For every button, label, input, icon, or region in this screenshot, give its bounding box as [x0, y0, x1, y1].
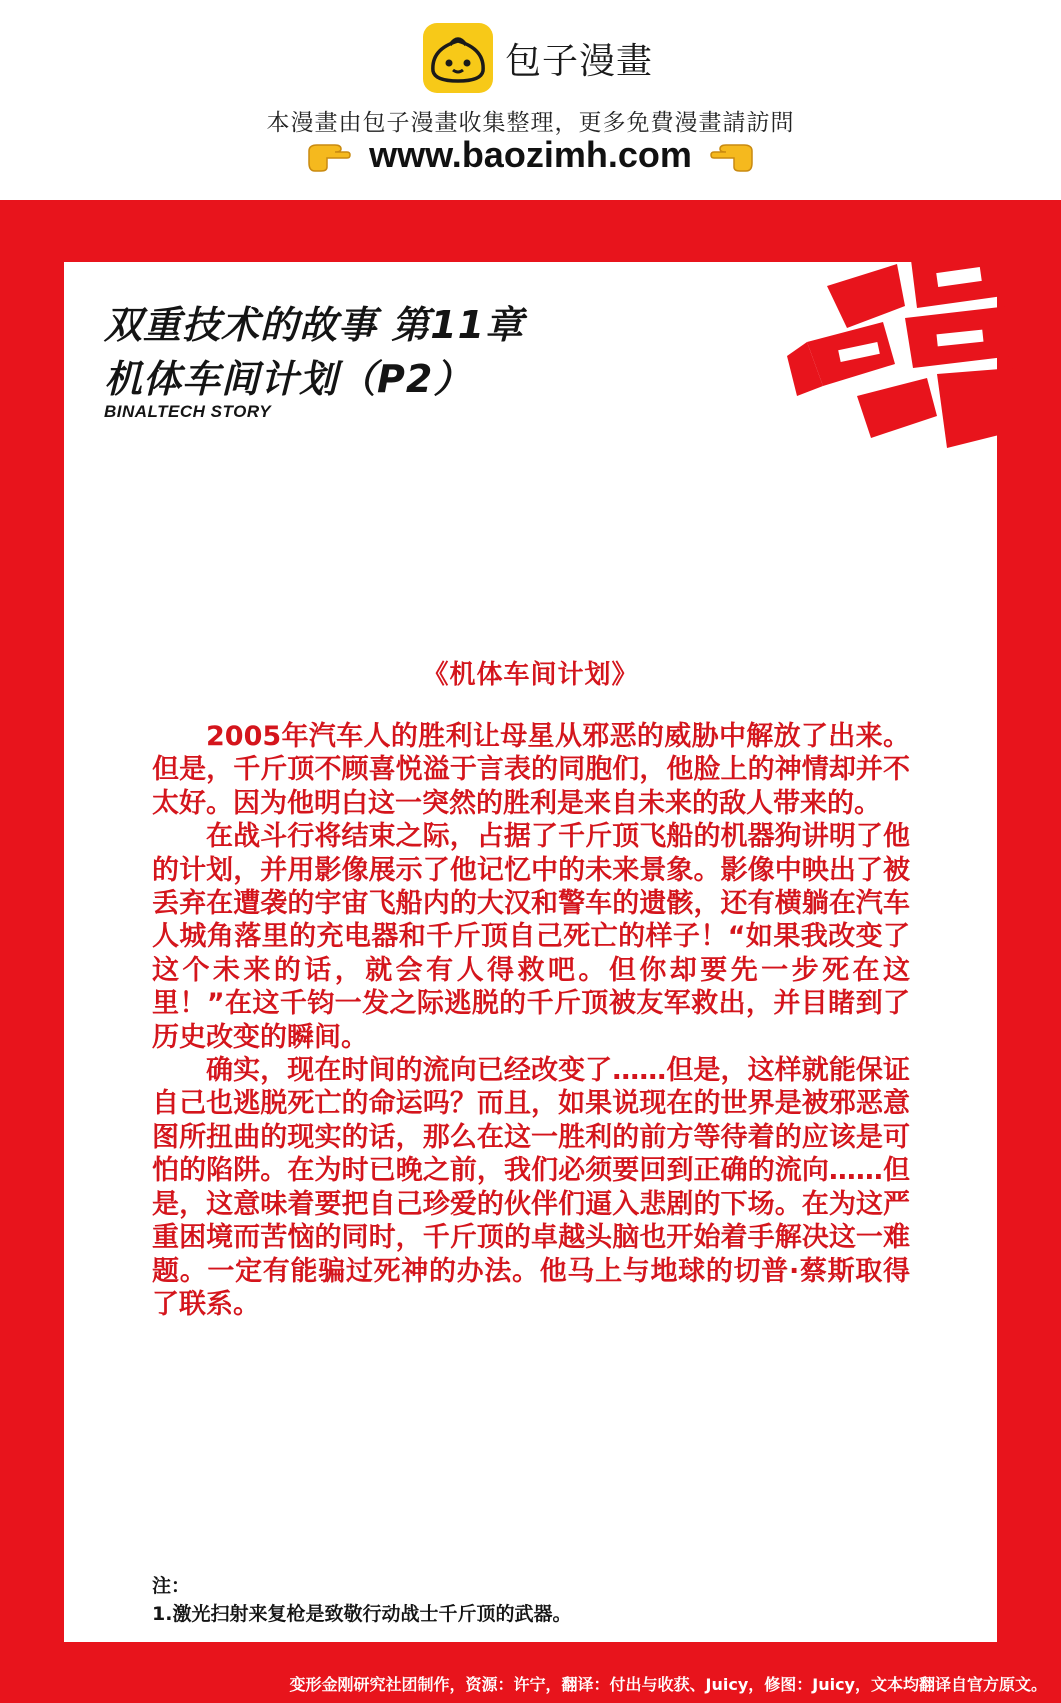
- story-paragraph-2: 在战斗行将结束之际，占据了千斤顶飞船的机器狗讲明了他的计划，并用影像展示了他记忆中的未来景象。影像中映出了被丢弃在遭袭的宇宙飞船内的大汉和警车的遗骸，还有横躺在汽车人城角落里的充电器和千斤顶自己死亡的样子！“如果我改变了这个未来的话，就会有人得救吧。但你却要先一步死在这里！”在这千钧一发之际逃脱的千斤顶被友军救出，并目睹到了历史改变的瞬间。: [152, 821, 910, 1053]
- brand-name: 包子漫畫: [505, 40, 654, 82]
- pointing-left-hand-icon: [710, 137, 756, 173]
- story-paragraph-3: 确实，现在时间的流向已经改变了……但是，这样就能保证自己也逃脱死亡的命运吗？而且，如果说现在的世界是被邪恶意图所扭曲的现实的话，那么在这一胜利的前方等待着的应该是可怕的陷阱。在为时已晚之前，我们必须要回到正确的流向……但是，这意味着要把自己珍爱的伙伴们逼入悲剧的下场。在为这严重困境而苦恼的同时，千斤顶的卓越头脑也开始着手解决这一难题。一定有能骗过死神的办法。他马上与地球的切普·蔡斯取得了联系。: [152, 1055, 910, 1320]
- autobot-emblem-icon: [787, 246, 1017, 456]
- site-banner: [0, 0, 1061, 200]
- bun-mascot-icon: [423, 23, 493, 93]
- pointing-right-hand-icon: [305, 137, 351, 173]
- notes-label: 注：: [152, 1575, 191, 1597]
- notes: [152, 1572, 571, 1628]
- banner-url-row: [0, 134, 1061, 176]
- story-paragraph-1: 2005年汽车人的胜利让母星从邪恶的威胁中解放了出来。但是，千斤顶不顾喜悦溢于言表的同胞们，他脸上的神情却并不太好。因为他明白这一突然的胜利是来自未来的敌人带来的。: [152, 721, 910, 819]
- chapter-title: [104, 298, 524, 406]
- site-url-link[interactable]: www.baozimh.com: [369, 134, 692, 175]
- chapter-title-line-1: 双重技术的故事 第11章: [104, 303, 525, 347]
- comic-page: [0, 200, 1061, 1703]
- banner-subtitle: 本漫畫由包子漫畫收集整理，更多免費漫畫請訪問: [266, 110, 795, 136]
- story-text: [152, 720, 910, 1321]
- series-english-title: BINALTECH STORY: [104, 402, 272, 421]
- brand[interactable]: [423, 22, 653, 94]
- note-item-1: 1.激光扫射来复枪是致敬行动战士千斤顶的武器。: [152, 1603, 572, 1625]
- section-heading: 《机体车间计划》: [422, 660, 639, 690]
- credits-line: 变形金刚研究社团制作，资源：许宁，翻译：付出与收获、Juicy，修图：Juicy，文本均翻译自官方原文。: [289, 1675, 1047, 1694]
- chapter-title-line-2: 机体车间计划（P2）: [104, 357, 473, 401]
- text-page: [64, 262, 997, 1642]
